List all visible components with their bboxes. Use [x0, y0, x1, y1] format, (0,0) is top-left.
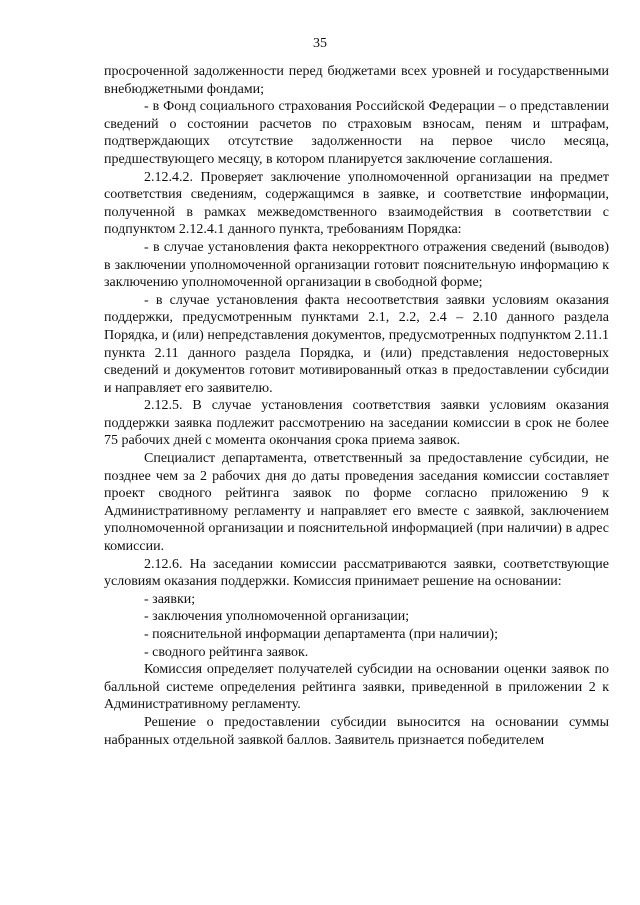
paragraph: - в случае установления факта некорректного отражения сведений (выводов) в заключении уполномоченной организации готовит пояснительную информацию к заключению уполномоченной организации в свободной форме;	[104, 239, 609, 291]
paragraph: 2.12.4.2. Проверяет заключение уполномоченной организации на предмет соответствия сведениям, содержащимся в заявке, и соответствие информации, полученной в рамках межведомственного взаимодействия в соответствии с подпунктом 2.12.4.1 данного пункта, требованиям Порядка:	[104, 169, 609, 238]
paragraph: 2.12.6. На заседании комиссии рассматриваются заявки, соответствующие условиям оказания поддержки. Комиссия принимает решение на основании:	[104, 556, 609, 590]
paragraph: Решение о предоставлении субсидии выносится на основании суммы набранных отдельной заявкой баллов. Заявитель признается победителем	[104, 714, 609, 748]
paragraph: - в Фонд социального страхования Российской Федерации – о представлении сведений о состоянии расчетов по страховым взносам, пеням и штрафам, подтверждающих отсутствие задолженности на первое число месяца, предшествующего месяцу, в котором планируется заключение соглашения.	[104, 99, 609, 167]
page-number: 35	[313, 36, 327, 51]
paragraph: - заключения уполномоченной организации;	[144, 609, 410, 625]
paragraph: 2.12.5. В случае установления соответствия заявки условиям оказания поддержки заявка подлежит рассмотрению на заседании комиссии в срок не более 75 рабочих дней с момента окончания срока приема заявок.	[104, 398, 609, 449]
paragraph: просроченной задолженности перед бюджетами всех уровней и государственными внебюджетными фондами;	[104, 64, 609, 97]
paragraph: - пояснительной информации департамента (при наличии);	[144, 627, 498, 642]
document-body	[104, 63, 609, 749]
paragraph: - заявки;	[144, 591, 196, 607]
paragraph: - в случае установления факта несоответствия заявки условиям оказания поддержки, предусмотренным пунктами 2.1, 2.2, 2.4 – 2.10 данного раздела Порядка, и (или) непредставления документов, предусмотренных подпунктом 2.11.1 пункта 2.11 данного раздела Порядка, и (или) представления недостоверных сведений и документов готовит мотивированный отказ в предоставлении субсидии и направляет его заявителю.	[104, 292, 609, 396]
paragraph: Комиссия определяет получателей субсидии на основании оценки заявок по балльной системе определения рейтинга заявки, приведенной в приложении 2 к Административному регламенту.	[104, 662, 609, 713]
paragraph: Специалист департамента, ответственный за предоставление субсидии, не позднее чем за 2 рабочих дня до даты проведения заседания комиссии составляет проект сводного рейтинга заявок по форме согласно приложению 9 к Административному регламенту и направляет его вместе с заявкой, заключением уполномоченной организации и пояснительной информацией (при наличии) в адрес комиссии.	[104, 451, 609, 555]
paragraph: - сводного рейтинга заявок.	[144, 644, 309, 660]
